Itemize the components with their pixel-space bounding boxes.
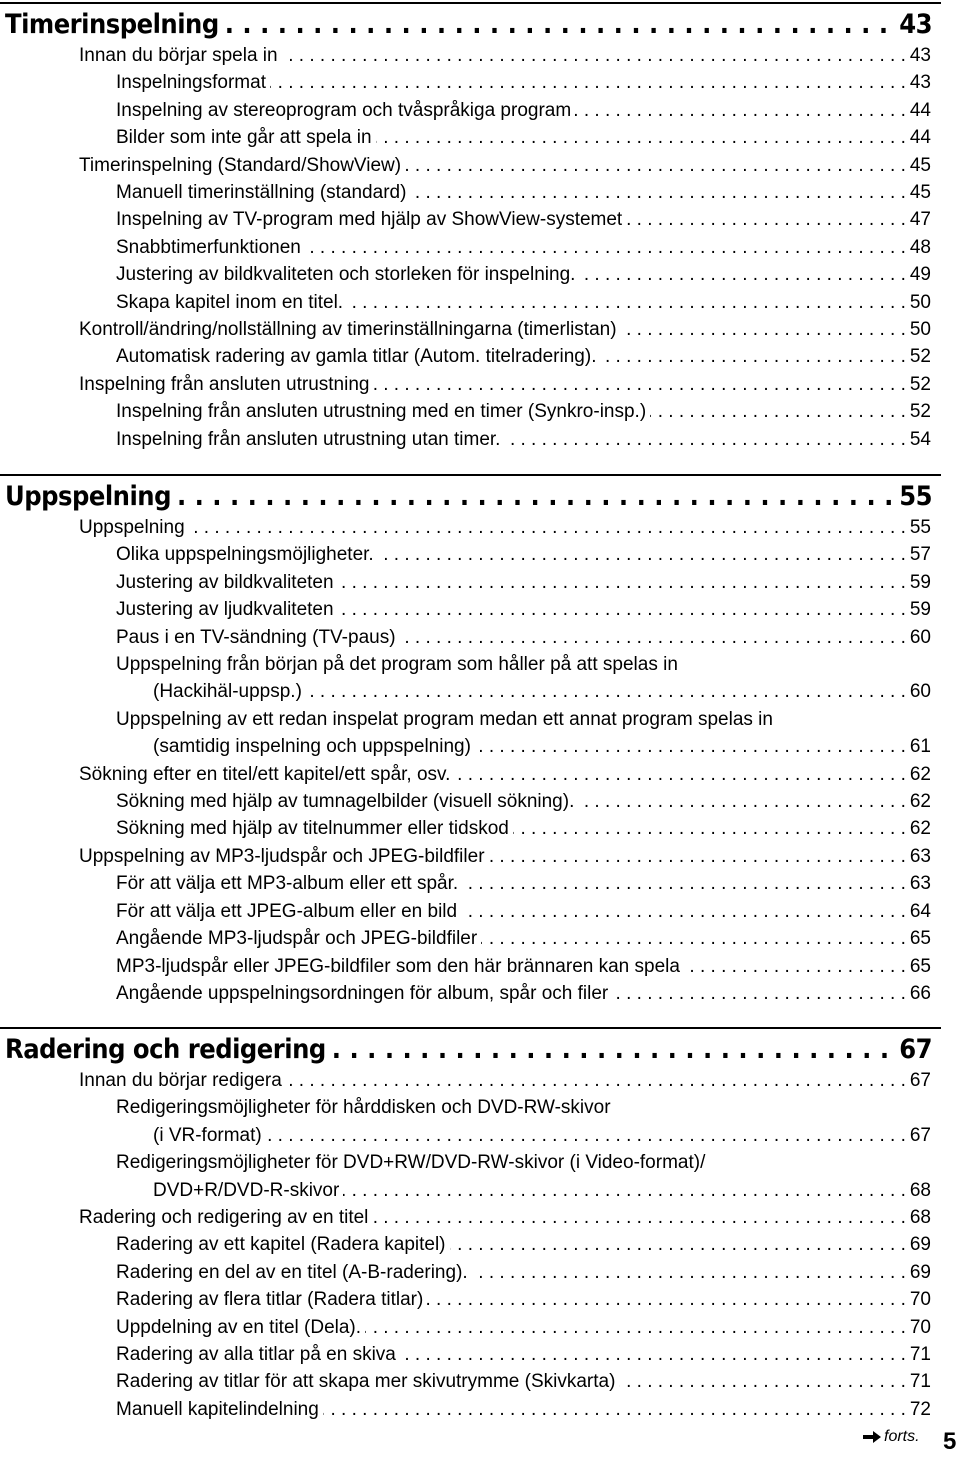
entry-text: MP3-ljudspår eller JPEG-bildfiler som den här brännaren kan spela bbox=[116, 955, 680, 977]
leader-dots bbox=[282, 42, 906, 69]
toc-entry[interactable] bbox=[0, 426, 931, 453]
entry-text: Uppspelning bbox=[79, 517, 185, 538]
leader-dots bbox=[427, 1286, 906, 1313]
leader-dots bbox=[365, 1314, 906, 1341]
entry-page: 66 bbox=[909, 982, 931, 1004]
leader-dots bbox=[400, 1341, 906, 1368]
entry-text: Justering av bildkvaliteten och storleken för inspelning. bbox=[116, 264, 576, 286]
entry-text: Radering en del av en titel (A-B-radering). bbox=[116, 1261, 468, 1283]
leader-dots bbox=[338, 569, 906, 596]
toc-entry[interactable] bbox=[0, 953, 931, 980]
entry-page: 47 bbox=[909, 209, 931, 231]
leader-dots bbox=[481, 925, 906, 952]
toc-entry-first-line[interactable]: Uppspelning från början på det program som håller på att spelas in bbox=[116, 654, 678, 676]
toc-entry[interactable] bbox=[0, 1231, 931, 1258]
entry-text: (samtidig inspelning och uppspelning) bbox=[153, 736, 471, 758]
toc-entry[interactable] bbox=[0, 1177, 931, 1204]
leader-dots bbox=[454, 761, 905, 788]
entry-page: 48 bbox=[909, 236, 931, 258]
toc-entry[interactable] bbox=[0, 761, 931, 788]
leader-dots bbox=[579, 261, 905, 288]
entry-page: 61 bbox=[909, 736, 931, 758]
toc-entry[interactable] bbox=[0, 678, 931, 705]
toc-entry[interactable] bbox=[0, 316, 931, 343]
toc-entry[interactable] bbox=[0, 514, 931, 541]
entry-text: Kontroll/ändring/nollställning av timerinställningarna (timerlistan) bbox=[79, 319, 617, 341]
leader-dots bbox=[619, 1368, 905, 1395]
entry-page: 52 bbox=[909, 346, 931, 368]
toc-entry[interactable] bbox=[0, 1259, 931, 1286]
entry-text: Justering av ljudkvaliteten bbox=[116, 599, 334, 621]
entry-page: 65 bbox=[909, 955, 931, 977]
toc-entry-first-line[interactable]: Redigeringsmöjligheter för hårddisken och DVD-RW-skivor bbox=[116, 1097, 611, 1119]
leader-dots bbox=[462, 870, 906, 897]
entry-page: 59 bbox=[909, 599, 931, 621]
toc-entry[interactable] bbox=[0, 289, 931, 316]
toc-entry[interactable] bbox=[0, 371, 931, 398]
entry-list bbox=[0, 514, 960, 1007]
leader-dots bbox=[286, 1067, 906, 1094]
leader-dots bbox=[400, 624, 906, 651]
entry-page: 65 bbox=[909, 928, 931, 950]
toc-entry[interactable] bbox=[0, 152, 931, 179]
entry-page: 63 bbox=[909, 873, 931, 895]
entry-page: 71 bbox=[909, 1371, 931, 1393]
toc-entry[interactable] bbox=[0, 1341, 931, 1368]
entry-page: 55 bbox=[909, 517, 931, 538]
entry-page: 50 bbox=[909, 319, 931, 341]
entry-page: 62 bbox=[909, 791, 931, 813]
page-number: 5 bbox=[943, 1428, 957, 1455]
entry-text: Radering och redigering av en titel bbox=[79, 1207, 369, 1229]
entry-page: 59 bbox=[909, 571, 931, 593]
leader-dots bbox=[475, 733, 906, 760]
leader-dots bbox=[684, 953, 906, 980]
entry-text: Inspelning från ansluten utrustning bbox=[79, 373, 370, 395]
leader-dots bbox=[461, 898, 906, 925]
toc-entry-first-line[interactable]: Redigeringsmöjligheter för DVD+RW/DVD-RW-skivor (i Video-format)/ bbox=[116, 1152, 706, 1174]
entry-page: 63 bbox=[909, 845, 931, 867]
continued-indicator bbox=[862, 1428, 920, 1446]
entry-text: Innan du börjar redigera bbox=[79, 1070, 282, 1091]
leader-dots bbox=[306, 678, 906, 705]
entry-text: Uppspelning av MP3-ljudspår och JPEG-bildfiler bbox=[79, 845, 485, 867]
entry-page: 68 bbox=[909, 1179, 931, 1201]
entry-text: Inspelning från ansluten utrustning med en timer (Synkro-insp.) bbox=[116, 401, 647, 423]
entry-text: Inspelning av stereoprogram och tvåspråkiga program bbox=[116, 99, 572, 121]
toc-entry[interactable] bbox=[0, 624, 931, 651]
toc-entry[interactable] bbox=[0, 1368, 931, 1395]
entry-page: 62 bbox=[909, 763, 931, 785]
entry-text: Radering av alla titlar på en skiva bbox=[116, 1344, 396, 1366]
entry-text: Snabbtimerfunktionen bbox=[116, 236, 301, 258]
entry-text: Inspelningsformat bbox=[116, 72, 266, 94]
entry-page: 49 bbox=[909, 264, 931, 286]
leader-dots bbox=[489, 843, 906, 870]
leader-dots bbox=[450, 1231, 906, 1258]
section-heading[interactable] bbox=[5, 1029, 932, 1069]
leader-dots bbox=[504, 426, 905, 453]
leader-dots bbox=[621, 316, 906, 343]
toc-entry[interactable] bbox=[0, 1204, 931, 1231]
entry-page: 64 bbox=[909, 900, 931, 922]
entry-text: Inspelning av TV-program med hjälp av ShowView-systemet bbox=[116, 209, 623, 231]
toc-entry[interactable] bbox=[0, 179, 931, 206]
entry-text: Radering av ett kapitel (Radera kapitel) bbox=[116, 1234, 446, 1256]
entry-page: 52 bbox=[909, 401, 931, 423]
toc-entry[interactable] bbox=[0, 596, 931, 623]
leader-dots bbox=[378, 541, 906, 568]
leader-dots bbox=[472, 1259, 906, 1286]
toc-entry[interactable] bbox=[0, 1122, 931, 1149]
entry-text: Radering av flera titlar (Radera titlar) bbox=[116, 1289, 424, 1311]
toc-entry[interactable] bbox=[0, 69, 931, 96]
leader-dots bbox=[410, 179, 905, 206]
toc-entry[interactable] bbox=[0, 97, 931, 124]
section-heading[interactable] bbox=[5, 476, 932, 516]
entry-page: 44 bbox=[909, 127, 931, 149]
section-title: Timerinspelning bbox=[5, 8, 219, 40]
toc-entry[interactable] bbox=[0, 925, 931, 952]
entry-page: 71 bbox=[909, 1344, 931, 1366]
leader-dots bbox=[270, 69, 906, 96]
toc-entry[interactable] bbox=[0, 541, 931, 568]
leader-dots bbox=[575, 97, 906, 124]
entry-page: 67 bbox=[909, 1124, 931, 1146]
continued-label: forts. bbox=[884, 1428, 920, 1445]
entry-text: Manuell kapitelindelning bbox=[116, 1398, 319, 1420]
leader-dots bbox=[225, 9, 893, 40]
entry-text: Radering av titlar för att skapa mer skivutrymme (Skivkarta) bbox=[116, 1371, 616, 1393]
entry-text: Automatisk radering av gamla titlar (Autom. titelradering). bbox=[116, 346, 597, 368]
leader-dots bbox=[189, 514, 906, 541]
leader-dots bbox=[650, 398, 906, 425]
entry-page: 60 bbox=[909, 626, 931, 648]
entry-text: (i VR-format) bbox=[153, 1124, 262, 1146]
section-heading[interactable] bbox=[5, 4, 932, 44]
entry-text: Innan du börjar spela in bbox=[79, 45, 278, 66]
leader-dots bbox=[338, 596, 906, 623]
entry-page: 45 bbox=[909, 154, 931, 176]
entry-page: 54 bbox=[909, 428, 931, 450]
section-page: 67 bbox=[899, 1033, 932, 1065]
toc-entry[interactable] bbox=[0, 398, 931, 425]
toc-entry[interactable] bbox=[0, 234, 931, 261]
leader-dots bbox=[405, 152, 906, 179]
entry-text: DVD+R/DVD-R-skivor bbox=[153, 1179, 340, 1201]
toc-entry[interactable] bbox=[0, 1314, 931, 1341]
leader-dots bbox=[177, 481, 893, 512]
entry-text: För att välja ett JPEG-album eller en bild bbox=[116, 900, 458, 922]
entry-text: Paus i en TV-sändning (TV-paus) bbox=[116, 626, 396, 648]
entry-text: Angående MP3-ljudspår och JPEG-bildfiler bbox=[116, 928, 478, 950]
entry-page: 70 bbox=[909, 1316, 931, 1338]
toc-entry[interactable] bbox=[0, 1286, 931, 1313]
leader-dots bbox=[612, 980, 906, 1007]
toc-entry[interactable] bbox=[0, 843, 931, 870]
toc-entry[interactable] bbox=[0, 261, 931, 288]
toc-entry[interactable] bbox=[0, 343, 931, 370]
entry-page: 67 bbox=[909, 1070, 931, 1091]
entry-text: Manuell timerinställning (standard) bbox=[116, 182, 407, 204]
section-title: Radering och redigering bbox=[5, 1033, 326, 1065]
entry-list bbox=[0, 1067, 960, 1423]
entry-page: 50 bbox=[909, 291, 931, 313]
toc-entry[interactable] bbox=[0, 124, 931, 151]
toc-entry[interactable] bbox=[0, 898, 931, 925]
entry-text: Inspelning från ansluten utrustning utan timer. bbox=[116, 428, 501, 450]
toc-entry[interactable] bbox=[0, 788, 931, 815]
leader-dots bbox=[266, 1122, 906, 1149]
entry-page: 60 bbox=[909, 681, 931, 703]
toc-entry[interactable] bbox=[0, 569, 931, 596]
leader-dots bbox=[600, 343, 905, 370]
section-page: 43 bbox=[899, 8, 932, 40]
toc-entry[interactable] bbox=[0, 206, 931, 233]
toc-entry[interactable] bbox=[0, 733, 931, 760]
entry-text: För att välja ett MP3-album eller ett spår. bbox=[116, 873, 459, 895]
leader-dots bbox=[347, 289, 906, 316]
leader-dots bbox=[372, 1204, 905, 1231]
entry-text: Uppdelning av en titel (Dela). bbox=[116, 1316, 362, 1338]
leader-dots bbox=[332, 1034, 893, 1065]
section-page: 55 bbox=[899, 480, 932, 512]
entry-page: 62 bbox=[909, 818, 931, 840]
leader-dots bbox=[323, 1396, 906, 1423]
entry-text: Sökning med hjälp av titelnummer eller tidskod bbox=[116, 818, 509, 840]
arrow-right-icon bbox=[862, 1430, 882, 1444]
entry-text: Olika uppspelningsmöjligheter. bbox=[116, 544, 374, 566]
entry-page: 52 bbox=[909, 373, 931, 395]
leader-dots bbox=[305, 234, 906, 261]
entry-page: 69 bbox=[909, 1261, 931, 1283]
entry-page: 57 bbox=[909, 544, 931, 566]
entry-page: 44 bbox=[909, 99, 931, 121]
entry-text: Angående uppspelningsordningen för album, spår och filer bbox=[116, 982, 609, 1004]
entry-text: (Hackihäl-uppsp.) bbox=[153, 681, 302, 703]
toc-entry[interactable] bbox=[0, 1396, 931, 1423]
entry-page: 45 bbox=[909, 182, 931, 204]
entry-text: Sökning efter en titel/ett kapitel/ett spår, osv. bbox=[79, 763, 451, 785]
toc-entry[interactable] bbox=[0, 870, 931, 897]
leader-dots bbox=[376, 124, 906, 151]
entry-page: 69 bbox=[909, 1234, 931, 1256]
leader-dots bbox=[373, 371, 905, 398]
entry-text: Skapa kapitel inom en titel. bbox=[116, 291, 344, 313]
leader-dots bbox=[626, 206, 906, 233]
entry-page: 68 bbox=[909, 1207, 931, 1229]
entry-page: 72 bbox=[909, 1398, 931, 1420]
entry-page: 43 bbox=[909, 72, 931, 94]
toc-entry[interactable] bbox=[0, 42, 931, 69]
toc-entry-first-line[interactable]: Uppspelning av ett redan inspelat program medan ett annat program spelas in bbox=[116, 708, 773, 730]
leader-dots bbox=[578, 788, 906, 815]
section-title: Uppspelning bbox=[5, 480, 171, 512]
leader-dots bbox=[513, 815, 906, 842]
entry-list bbox=[0, 42, 960, 453]
leader-dots bbox=[343, 1177, 906, 1204]
entry-text: Bilder som inte går att spela in bbox=[116, 127, 372, 149]
toc-entry[interactable] bbox=[0, 815, 931, 842]
entry-text: Justering av bildkvaliteten bbox=[116, 571, 334, 593]
entry-page: 43 bbox=[909, 45, 931, 66]
entry-text: Timerinspelning (Standard/ShowView) bbox=[79, 154, 402, 176]
toc-entry[interactable] bbox=[0, 980, 931, 1007]
entry-page: 70 bbox=[909, 1289, 931, 1311]
entry-text: Sökning med hjälp av tumnagelbilder (visuell sökning). bbox=[116, 791, 575, 813]
toc-entry[interactable] bbox=[0, 1067, 931, 1094]
